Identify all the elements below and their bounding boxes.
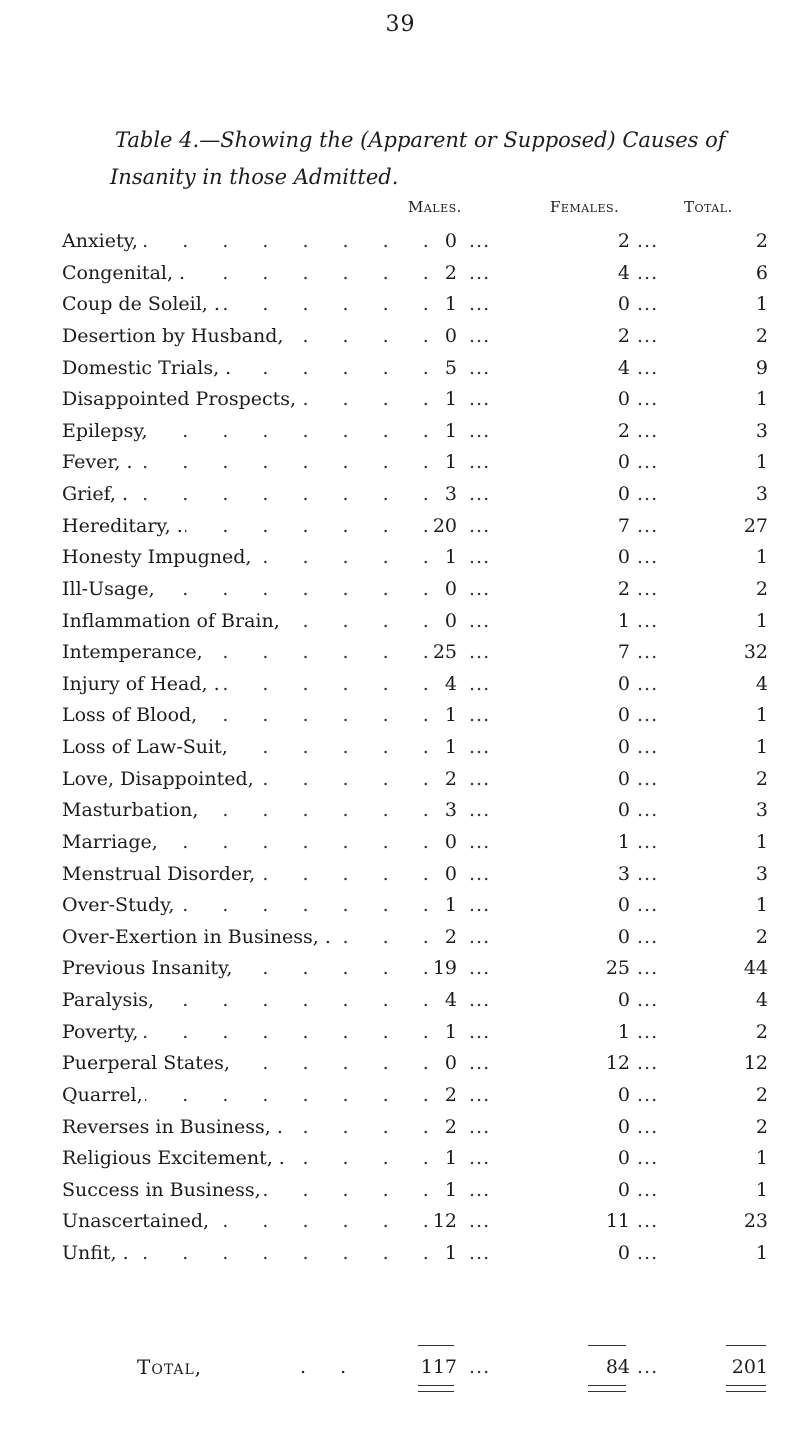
- females-value: 7: [617, 641, 630, 664]
- leader-separator: ...: [637, 767, 659, 790]
- total-value: 2: [755, 230, 768, 252]
- cause-label: [62, 1143, 462, 1174]
- males-value: 1: [444, 451, 457, 474]
- total-value: 23: [743, 1210, 768, 1233]
- leader-separator: ...: [469, 451, 491, 474]
- females-value: 0: [617, 799, 630, 822]
- table-row: [0, 447, 801, 479]
- males-value: 4: [444, 989, 457, 1011]
- table-row: [0, 1080, 801, 1112]
- totals-label: Total,: [137, 1355, 203, 1379]
- males-value: 2: [444, 1115, 457, 1138]
- leader-separator: ...: [637, 1052, 659, 1075]
- total-value: 2: [755, 324, 768, 347]
- males-value: 2: [444, 767, 457, 790]
- cause-label: [62, 258, 462, 289]
- males-value: 1: [444, 1020, 457, 1043]
- cause-label: [62, 1175, 462, 1206]
- sum-rule-total: [726, 1345, 766, 1346]
- total-value: 1: [755, 1242, 768, 1264]
- causes-table: [0, 226, 801, 1270]
- header-males: Males.: [408, 198, 462, 216]
- females-value: 0: [617, 451, 630, 474]
- leader-separator: ...: [469, 1052, 491, 1075]
- leader-separator: ...: [469, 514, 491, 537]
- cause-text: Injury of Head, .: [62, 672, 220, 695]
- females-value: 0: [617, 1242, 630, 1264]
- table-row: [0, 922, 801, 954]
- leader-separator: ...: [469, 546, 491, 569]
- leader-separator: ...: [469, 388, 491, 411]
- cause-text: Desertion by Husband,: [62, 324, 284, 347]
- leader-separator: ...: [637, 1178, 659, 1201]
- total-value: 1: [755, 1147, 768, 1170]
- leader-separator: ...: [469, 799, 491, 822]
- leader-separator: ...: [469, 577, 491, 600]
- leader-separator: ...: [637, 230, 659, 252]
- table-row: [0, 226, 801, 258]
- cause-label: [62, 637, 462, 668]
- table-row: [0, 511, 801, 543]
- total-value: 4: [755, 989, 768, 1011]
- leader-separator: ...: [469, 830, 491, 853]
- cause-label: [62, 289, 462, 320]
- total-value: 44: [743, 957, 768, 980]
- leader-separator: ...: [637, 546, 659, 569]
- leader-separator: ...: [637, 577, 659, 600]
- cause-text: Hereditary, .: [62, 514, 183, 537]
- leader-separator: ...: [637, 356, 659, 379]
- females-value: 7: [617, 514, 630, 537]
- table-row: [0, 1112, 801, 1144]
- total-value: 2: [755, 1083, 768, 1106]
- table-row: [0, 1175, 801, 1207]
- caption-line-2: Insanity in those Admitted.: [110, 165, 399, 189]
- sum-rule-females: [588, 1345, 626, 1346]
- cause-label: [62, 953, 462, 984]
- males-value: 20: [432, 514, 457, 537]
- leader-separator: ...: [469, 356, 491, 379]
- total-value: 3: [755, 419, 768, 442]
- cause-label: [62, 669, 462, 700]
- leader-separator: ...: [469, 261, 491, 284]
- leader-separator: ...: [469, 767, 491, 790]
- males-value: 0: [444, 1052, 457, 1075]
- males-value: 0: [444, 324, 457, 347]
- cause-text: Religious Excitement, .: [62, 1147, 285, 1170]
- leader-separator: ...: [469, 925, 491, 948]
- table-row: [0, 795, 801, 827]
- cause-text: Masturbation,: [62, 799, 199, 822]
- total-all: 201: [731, 1356, 768, 1378]
- table-row: [0, 669, 801, 701]
- males-value: 3: [444, 483, 457, 505]
- cause-label: [62, 890, 462, 921]
- table-row: [0, 479, 801, 511]
- table-row: [0, 637, 801, 669]
- total-value: 4: [755, 672, 768, 695]
- females-value: 0: [617, 1178, 630, 1201]
- males-value: 25: [432, 641, 457, 664]
- females-value: 1: [617, 609, 630, 632]
- cause-label: [62, 1238, 462, 1269]
- males-value: 1: [444, 1147, 457, 1170]
- cause-text: Loss of Law-Suit,: [62, 736, 228, 758]
- cause-label: [62, 827, 462, 858]
- cause-label: [62, 1112, 462, 1143]
- cause-text: Paralysis,: [62, 989, 155, 1011]
- total-value: 1: [755, 609, 768, 632]
- header-total: Total.: [684, 198, 733, 216]
- cause-text: Menstrual Disorder,: [62, 862, 256, 885]
- page-number: 39: [385, 12, 416, 37]
- table-row: [0, 764, 801, 796]
- table-row: [0, 542, 801, 574]
- leader-separator: ...: [469, 419, 491, 442]
- header-females: Females.: [550, 198, 620, 216]
- total-value: 1: [755, 546, 768, 569]
- leader-separator: ...: [637, 736, 659, 758]
- cause-label: [62, 542, 462, 573]
- table-caption: [110, 122, 755, 196]
- females-value: 0: [617, 546, 630, 569]
- total-value: 6: [755, 261, 768, 284]
- cause-text: Disappointed Prospects,: [62, 388, 297, 411]
- females-value: 0: [617, 704, 630, 727]
- females-value: 0: [617, 672, 630, 695]
- males-value: 1: [444, 388, 457, 411]
- leader-separator: ...: [637, 1147, 659, 1170]
- cause-text: Fever, .: [62, 451, 133, 474]
- cause-label: [62, 1080, 462, 1111]
- leader-separator: ...: [637, 799, 659, 822]
- leader-separator: ...: [637, 1210, 659, 1233]
- cause-text: Love, Disappointed,: [62, 767, 254, 790]
- cause-label: [62, 606, 462, 637]
- cause-label: [62, 700, 462, 731]
- leader-separator: ...: [469, 324, 491, 347]
- totals-row: [0, 1351, 801, 1383]
- table-row: [0, 953, 801, 985]
- cause-text: Honesty Impugned,: [62, 546, 252, 569]
- leader-separator: ...: [637, 514, 659, 537]
- males-value: 1: [444, 894, 457, 917]
- caption-description: —Showing the (Apparent or Supposed) Causes of: [199, 128, 726, 152]
- cause-text: Domestic Trials, .: [62, 356, 232, 379]
- total-value: 1: [755, 830, 768, 853]
- leader-separator: ...: [637, 419, 659, 442]
- table-row: [0, 1238, 801, 1270]
- cause-text: Unascertained,: [62, 1210, 210, 1233]
- leader-separator: ...: [637, 609, 659, 632]
- leader-separator: ...: [469, 989, 491, 1011]
- females-value: 12: [605, 1052, 630, 1075]
- leader-separator: ...: [469, 957, 491, 980]
- total-value: 2: [755, 925, 768, 948]
- total-value: 2: [755, 577, 768, 600]
- cause-label: [62, 764, 462, 795]
- cause-label: [62, 416, 462, 447]
- cause-label: [62, 321, 462, 352]
- total-females: 84: [605, 1356, 630, 1378]
- table-row: [0, 416, 801, 448]
- cause-label: [62, 384, 462, 415]
- total-value: 1: [755, 736, 768, 758]
- total-value: 32: [743, 641, 768, 664]
- leader-separator: ...: [469, 1083, 491, 1106]
- males-value: 4: [444, 672, 457, 695]
- cause-text: Quarrel,: [62, 1083, 143, 1106]
- leader-separator: ...: [637, 1020, 659, 1043]
- males-value: 2: [444, 1083, 457, 1106]
- cause-text: Unfit, .: [62, 1242, 129, 1264]
- cause-text: Poverty,: [62, 1020, 139, 1043]
- leader-separator: ...: [469, 293, 491, 316]
- cause-text: Loss of Blood,: [62, 704, 198, 727]
- table-row: [0, 732, 801, 764]
- cause-label: [62, 922, 462, 953]
- males-value: 0: [444, 830, 457, 853]
- table-row: [0, 321, 801, 353]
- totals-separator-2: ...: [637, 1356, 659, 1378]
- females-value: 0: [617, 1115, 630, 1138]
- table-row: [0, 1143, 801, 1175]
- males-value: 12: [432, 1210, 457, 1233]
- leader-separator: ...: [637, 672, 659, 695]
- cause-text: Success in Business,: [62, 1178, 261, 1201]
- leader-separator: ...: [469, 1020, 491, 1043]
- leader-separator: ...: [637, 925, 659, 948]
- cause-label: [62, 1048, 462, 1079]
- males-value: 2: [444, 925, 457, 948]
- males-value: 2: [444, 261, 457, 284]
- leader-separator: ...: [637, 894, 659, 917]
- cause-text: Intemperance,: [62, 641, 203, 664]
- leader-separator: ...: [637, 451, 659, 474]
- total-value: 3: [755, 483, 768, 505]
- leader-separator: ...: [637, 1242, 659, 1264]
- cause-label: [62, 511, 462, 542]
- females-value: 0: [617, 1147, 630, 1170]
- males-value: 1: [444, 419, 457, 442]
- females-value: 4: [617, 356, 630, 379]
- column-headers: [0, 198, 801, 220]
- leader-separator: ...: [637, 830, 659, 853]
- females-value: 25: [605, 957, 630, 980]
- cause-text: Puerperal States,: [62, 1052, 230, 1075]
- caption-prefix: Table 4.: [115, 128, 200, 152]
- leader-separator: ...: [469, 1178, 491, 1201]
- females-value: 0: [617, 736, 630, 758]
- leader-separator: ...: [469, 1242, 491, 1264]
- table-row: [0, 384, 801, 416]
- cause-label: [62, 732, 462, 763]
- leader-separator: ...: [637, 704, 659, 727]
- males-value: 1: [444, 736, 457, 758]
- cause-text: Previous Insanity,: [62, 957, 233, 980]
- leader-separator: ...: [637, 641, 659, 664]
- leader-separator: ...: [637, 261, 659, 284]
- leader-separator: ...: [469, 672, 491, 695]
- females-value: 0: [617, 989, 630, 1011]
- leader-separator: ...: [469, 609, 491, 632]
- leader-separator: ...: [637, 989, 659, 1011]
- cause-text: Over-Exertion in Business, .: [62, 925, 331, 948]
- table-row: [0, 859, 801, 891]
- cause-text: Inflammation of Brain,: [62, 609, 280, 632]
- cause-text: Coup de Soleil, .: [62, 293, 220, 316]
- cause-label: [62, 226, 462, 257]
- females-value: 4: [617, 261, 630, 284]
- cause-text: Ill-Usage,: [62, 577, 155, 600]
- cause-text: Epilepsy,: [62, 419, 148, 442]
- total-value: 9: [755, 356, 768, 379]
- males-value: 0: [444, 862, 457, 885]
- leader-separator: ...: [637, 293, 659, 316]
- males-value: 0: [444, 230, 457, 252]
- total-value: 1: [755, 388, 768, 411]
- males-value: 1: [444, 546, 457, 569]
- leader-separator: ...: [469, 641, 491, 664]
- total-value: 2: [755, 1020, 768, 1043]
- total-value: 1: [755, 1178, 768, 1201]
- total-value: 1: [755, 293, 768, 316]
- table-row: [0, 890, 801, 922]
- females-value: 0: [617, 767, 630, 790]
- leader-separator: ...: [637, 1083, 659, 1106]
- males-value: 1: [444, 1178, 457, 1201]
- cause-label: [62, 1206, 462, 1237]
- leader-separator: ...: [637, 483, 659, 505]
- cause-text: Reverses in Business, .: [62, 1115, 283, 1138]
- table-row: [0, 700, 801, 732]
- females-value: 0: [617, 293, 630, 316]
- females-value: 0: [617, 894, 630, 917]
- females-value: 11: [605, 1210, 630, 1233]
- males-value: 1: [444, 1242, 457, 1264]
- sum-rule-males: [418, 1345, 454, 1346]
- total-value: 2: [755, 767, 768, 790]
- cause-label: [62, 574, 462, 605]
- total-value: 1: [755, 704, 768, 727]
- table-row: [0, 827, 801, 859]
- females-value: 0: [617, 925, 630, 948]
- total-males: 117: [420, 1356, 457, 1378]
- total-value: 3: [755, 862, 768, 885]
- double-rule-males: [418, 1385, 454, 1392]
- leader-separator: ...: [637, 862, 659, 885]
- females-value: 2: [617, 230, 630, 252]
- leader-separator: ...: [469, 736, 491, 758]
- males-value: 0: [444, 609, 457, 632]
- males-value: 5: [444, 356, 457, 379]
- females-value: 3: [617, 862, 630, 885]
- males-value: 1: [444, 293, 457, 316]
- table-row: [0, 1048, 801, 1080]
- total-value: 2: [755, 1115, 768, 1138]
- cause-label: [62, 985, 462, 1016]
- cause-text: Congenital, .: [62, 261, 186, 284]
- females-value: 0: [617, 1083, 630, 1106]
- cause-label: [62, 447, 462, 478]
- total-value: 12: [743, 1052, 768, 1075]
- total-value: 27: [743, 514, 768, 537]
- cause-label: [62, 1017, 462, 1048]
- cause-text: Marriage,: [62, 830, 158, 853]
- females-value: 2: [617, 577, 630, 600]
- double-rule-females: [588, 1385, 626, 1392]
- leader-separator: ...: [469, 1147, 491, 1170]
- leader-separator: ...: [637, 324, 659, 347]
- leader-separator: ...: [637, 1115, 659, 1138]
- females-value: 2: [617, 419, 630, 442]
- table-row: [0, 574, 801, 606]
- leader-separator: ...: [469, 894, 491, 917]
- leader-separator: ...: [469, 1115, 491, 1138]
- males-value: 0: [444, 577, 457, 600]
- double-rule-total: [726, 1385, 766, 1392]
- table-row: [0, 289, 801, 321]
- totals-separator-1: ...: [469, 1356, 491, 1378]
- table-row: [0, 1017, 801, 1049]
- females-value: 0: [617, 483, 630, 505]
- leader-separator: ...: [469, 862, 491, 885]
- leader-separator: ...: [637, 957, 659, 980]
- cause-text: Anxiety,: [62, 230, 138, 252]
- totals-leader: . .: [300, 1356, 361, 1378]
- females-value: 1: [617, 1020, 630, 1043]
- males-value: 19: [432, 957, 457, 980]
- table-row: [0, 353, 801, 385]
- cause-label: [62, 859, 462, 890]
- cause-label: [62, 353, 462, 384]
- total-value: 3: [755, 799, 768, 822]
- females-value: 2: [617, 324, 630, 347]
- table-row: [0, 606, 801, 638]
- total-value: 1: [755, 894, 768, 917]
- leader-separator: ...: [469, 230, 491, 252]
- leader-separator: ...: [469, 1210, 491, 1233]
- females-value: 1: [617, 830, 630, 853]
- males-value: 3: [444, 799, 457, 822]
- cause-text: Over-Study,: [62, 894, 175, 917]
- males-value: 1: [444, 704, 457, 727]
- cause-text: Grief, .: [62, 483, 129, 505]
- leader-separator: ...: [637, 388, 659, 411]
- leader-separator: ...: [469, 483, 491, 505]
- table-row: [0, 985, 801, 1017]
- table-row: [0, 258, 801, 290]
- females-value: 0: [617, 388, 630, 411]
- total-value: 1: [755, 451, 768, 474]
- cause-label: [62, 479, 462, 510]
- cause-label: [62, 795, 462, 826]
- leader-separator: ...: [469, 704, 491, 727]
- table-row: [0, 1206, 801, 1238]
